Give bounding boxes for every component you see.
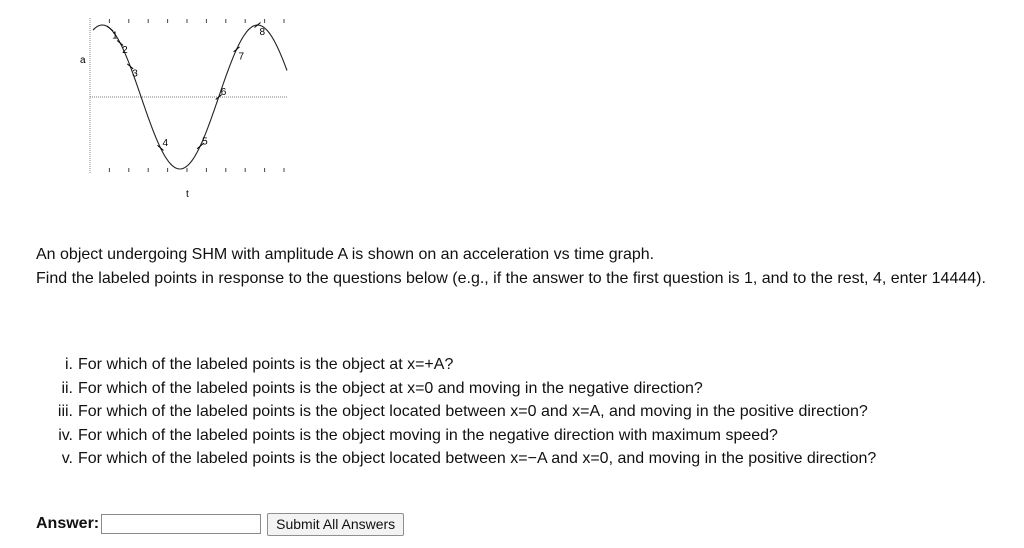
answer-input[interactable] [101,514,261,534]
x-axis-label: t [186,189,189,200]
answer-row [36,512,404,536]
intro-line-2: Find the labeled points in response to the questions below (e.g., if the answer to the first question is 1, and to the rest, 4, enter 14444). [36,269,986,287]
question-list [57,353,877,471]
question-item [57,400,876,424]
point-label-2: 2 [122,44,128,56]
point-label-3: 3 [132,68,138,80]
point-label-1: 1 [112,30,118,42]
answer-label: Answer: [36,515,100,532]
graph-ticks [109,19,284,172]
question-number: ii. [61,379,73,397]
y-axis-label: a [80,55,86,66]
question-text: For which of the labeled points is the object at x=0 and moving in the negative direction? [78,379,703,397]
question-item [58,424,876,448]
question-item [61,377,876,401]
acceleration-time-graph [75,12,295,202]
question-item [65,353,876,377]
problem-intro [36,243,1011,290]
question-text: For which of the labeled points is the object at x=+A? [78,356,454,373]
question-text: For which of the labeled points is the object moving in the negative direction with maximum speed? [78,426,778,444]
question-item [61,447,877,471]
point-label-4: 4 [162,137,169,149]
point-label-5: 5 [202,136,208,148]
intro-line-1: An object undergoing SHM with amplitude A is shown on an acceleration vs time graph. [36,246,655,263]
question-text: For which of the labeled points is the object located between x=0 and x=A, and moving in the positive direction? [78,403,868,420]
point-label-8: 8 [259,27,266,38]
graph-points [107,23,265,151]
question-number: i. [65,356,73,373]
point-label-7: 7 [238,51,245,63]
question-number: iv. [58,426,73,444]
question-number: v. [61,450,73,467]
question-text: For which of the labeled points is the object located between x=−A and x=0, and moving in the positive direction? [78,450,877,467]
submit-all-answers-button[interactable]: Submit All Answers [267,513,404,536]
question-number: iii. [57,403,73,420]
point-label-6: 6 [220,87,227,98]
